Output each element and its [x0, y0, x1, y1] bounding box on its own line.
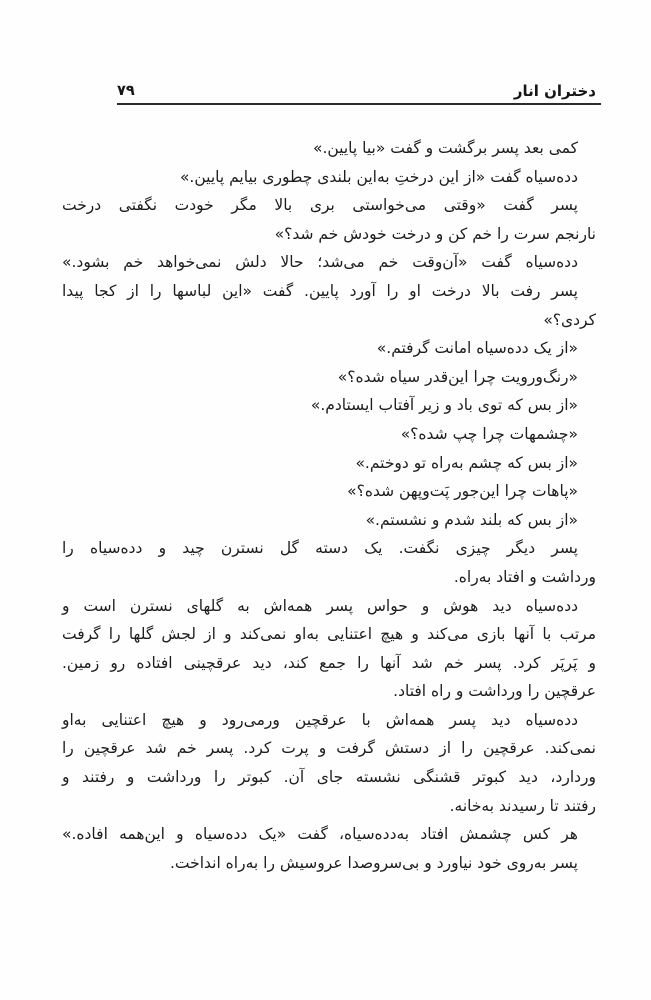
text-line: عرقچین را ورداشت و راه افتاد.: [393, 682, 596, 701]
text-line: «از بس که توی باد و زیر آفتاب ایستادم.»: [310, 396, 578, 415]
text-line: دده‌سیاه دید پسر همه‌اش با عرقچین ورمی‌رود و هیچ اعتنایی به‌او: [62, 710, 578, 729]
text-line: وردارد، دید کبوتر قشنگی نشسته جای آن. کبوتر را ورداشت و رفتند و: [62, 768, 596, 787]
text-line: کمی بعد پسر برگشت و گفت «بیا پایین.»: [312, 139, 578, 157]
text-line: دده‌سیاه گفت «از این درختِ به‌این بلندی چطوری بیایم پایین.»: [179, 167, 578, 186]
text-line: نمی‌کند. عرقچین را از دستش گرفت و پرت کرد. پسر خم شد عرقچین را: [62, 739, 596, 758]
text-line: ورداشت و افتاد به‌راه.: [453, 567, 596, 586]
text-line: پسر رفت بالا درخت او را آورد پایین. گفت «این لباسها را از کجا پیدا: [62, 281, 578, 300]
story-text: [62, 134, 596, 877]
text-line: دده‌سیاه دید هوش و حواس پسر همه‌اش به گلهای نسترن است و: [62, 596, 578, 615]
text-line: «از بس که چشم به‌راه تو دوختم.»: [355, 453, 578, 472]
text-line: «رنگ‌ورویت چرا این‌قدر سیاه شده؟»: [337, 367, 578, 386]
text-line: کردی؟»: [543, 310, 596, 329]
text-line: رفتند تا رسیدند به‌خانه.: [449, 796, 596, 815]
running-title: دختران انار: [513, 82, 596, 100]
page-number: ٧٩: [117, 83, 135, 99]
text-line: «از بس که بلند شدم و نشستم.»: [365, 510, 578, 529]
text-line: «چشمهات چرا چپ شده؟»: [400, 424, 578, 443]
text-line: و پَرپَر کرد. پسر خم شد آنها را جمع کند، دید عرقچینی افتاده رو زمین.: [62, 653, 596, 672]
text-line: پسر دیگر چیزی نگفت. یک دسته گل نسترن چید و دده‌سیاه را: [62, 539, 578, 558]
text-line: پسر به‌روی خود نیاورد و بی‌سروصدا عروسیش را به‌راه انداخت.: [169, 853, 578, 872]
text-line: «از یک دده‌سیاه امانت گرفتم.»: [376, 339, 578, 358]
text-line: پسر گفت «وقتی می‌خواستی بری بالا مگر خودت نگفتی درخت: [62, 196, 578, 215]
text-line: دده‌سیاه گفت «آن‌وقت خم می‌شد؛ حالا دلش نمی‌خواهد خم بشود.»: [62, 253, 578, 272]
text-line: «پاهات چرا این‌جور پَت‌وپهن شده؟»: [347, 482, 578, 501]
header-rule: [117, 103, 601, 105]
text-line: مرتب با آنها بازی می‌کند و هیچ اعتنایی به‌او نمی‌کند و از لجش گلها را گرفت: [62, 625, 596, 644]
text-line: نارنجم سرت را خم کن و درخت خودش خم شد؟»: [274, 224, 596, 243]
text-line: هر کس چشمش افتاد به‌دده‌سیاه، گفت «یک دده‌سیاه و این‌همه افاده.»: [62, 825, 578, 844]
